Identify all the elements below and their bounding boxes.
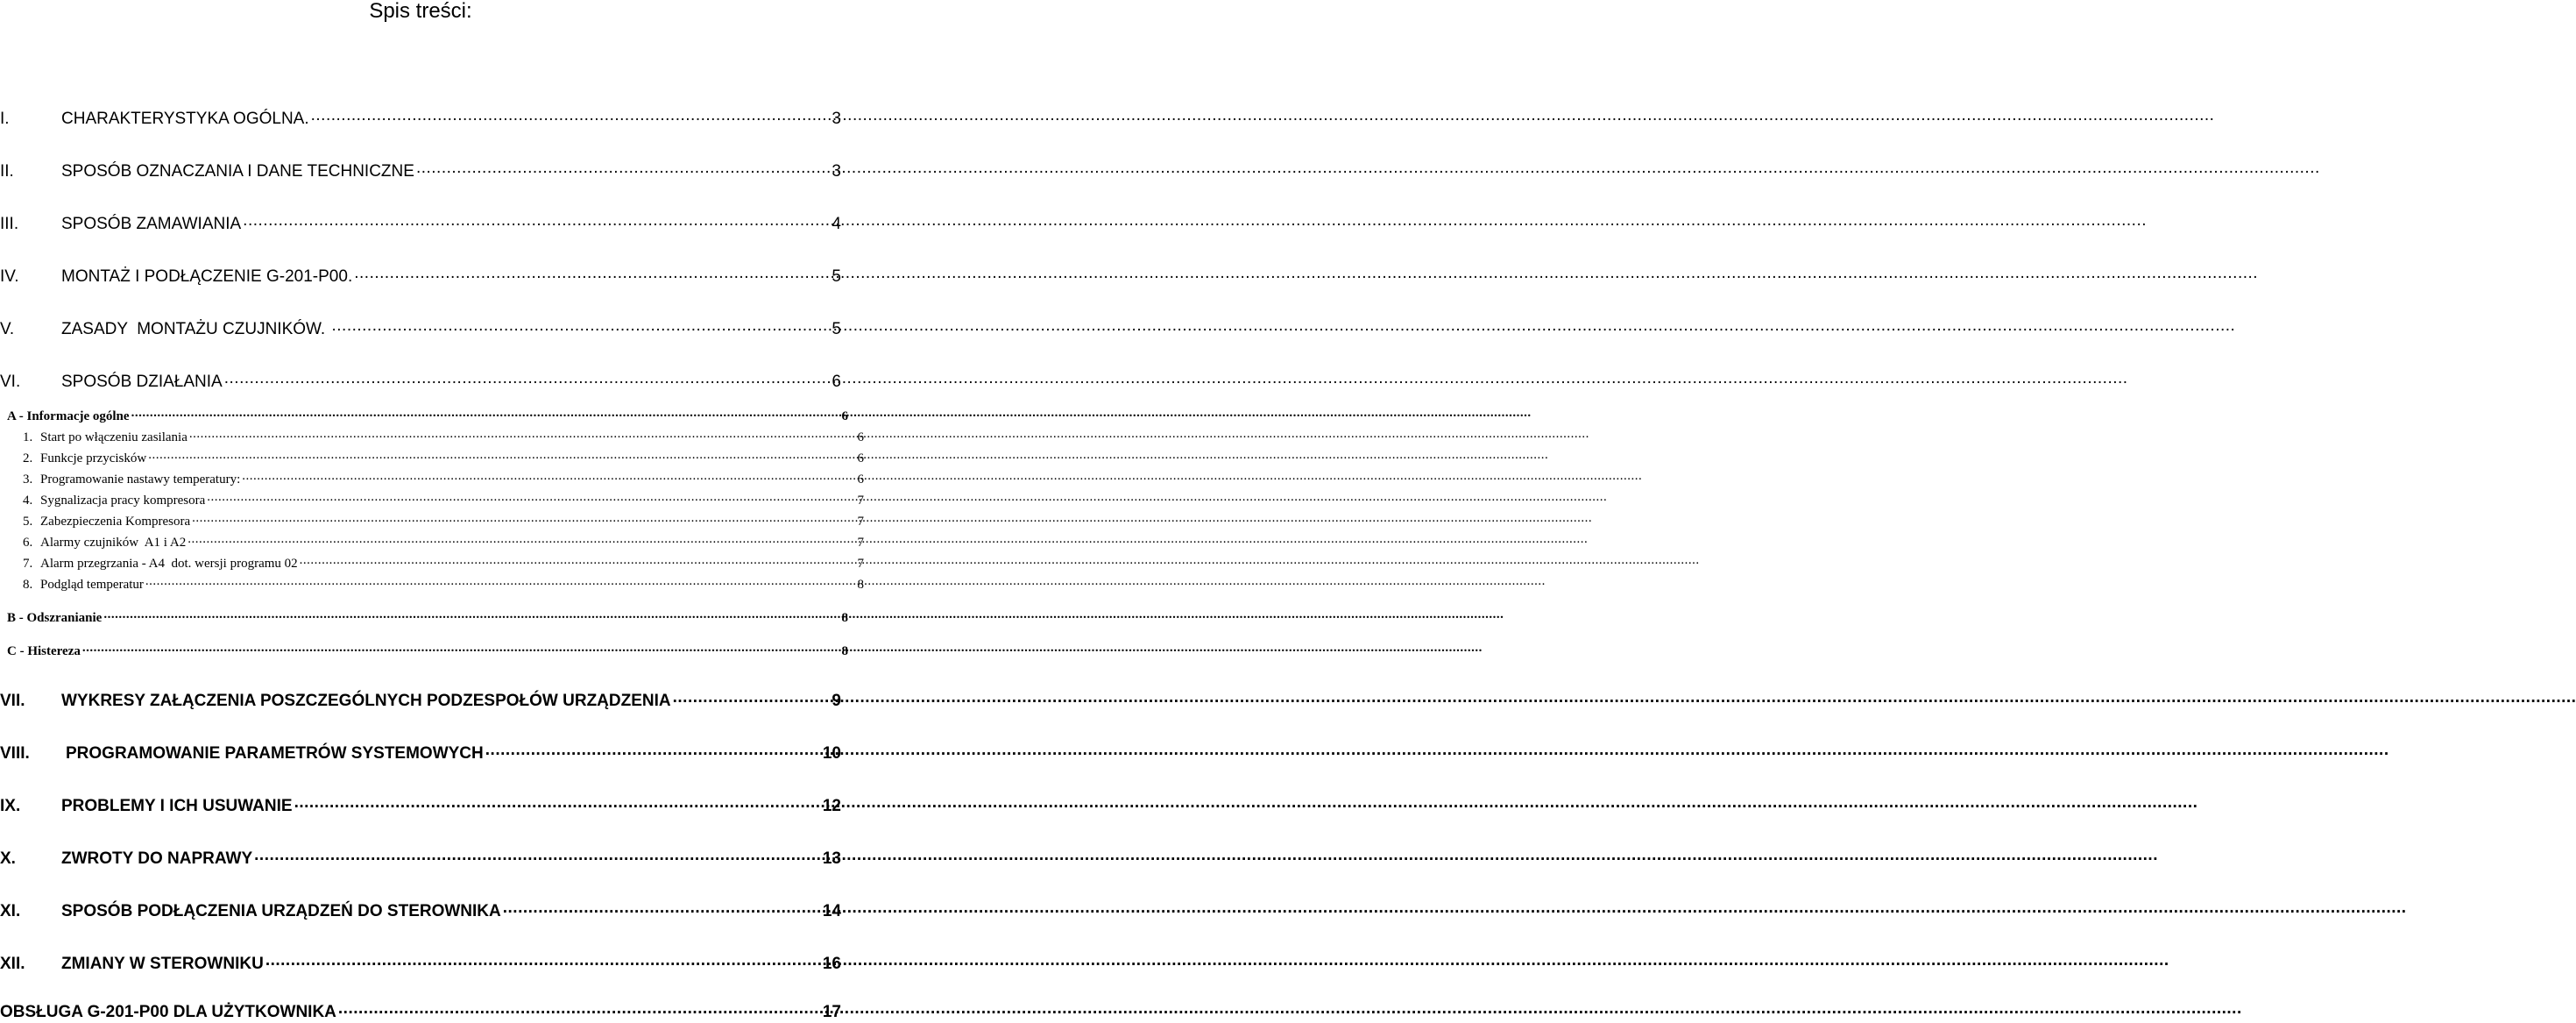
toc-entry-label: SPOSÓB DZIAŁANIA [61, 373, 223, 391]
dot-leader [673, 689, 831, 706]
toc-entry-label: C - Histereza [7, 644, 81, 658]
dot-leader [148, 449, 855, 462]
dot-leader [503, 899, 821, 916]
dot-leader [354, 265, 830, 281]
toc-entry-page: 9 [832, 692, 841, 710]
dot-leader [265, 952, 821, 969]
toc-entry-page: 6 [857, 430, 864, 444]
toc-entry-section-8[interactable] [0, 742, 841, 763]
document-page [0, 0, 864, 1022]
toc-entry-number: III. [0, 215, 19, 233]
toc-entry-section-6[interactable] [0, 370, 841, 391]
toc-entry-section-3[interactable] [0, 212, 841, 233]
toc-entry-subsection-a[interactable] [0, 407, 848, 423]
toc-entry-number: I. [0, 110, 10, 128]
dot-leader [416, 160, 830, 176]
dot-leader [189, 428, 856, 441]
toc-entry-page: 7 [857, 536, 864, 550]
toc-entry-label: Alarm przegrzania - A4 dot. wersji programu 02 [40, 557, 298, 571]
dot-leader [82, 642, 840, 655]
dot-leader [311, 107, 831, 124]
toc-entry-label: PROBLEMY I ICH USUWANIE [61, 797, 293, 815]
toc-entry-page: 5 [832, 320, 841, 338]
toc-entry-label: SPOSÓB ZAMAWIANIA [61, 215, 242, 233]
dot-leader [207, 491, 855, 504]
toc-entry-label: A - Informacje ogólne [7, 409, 130, 423]
toc-entry-number: 2. [23, 451, 33, 465]
toc-entry-page: 10 [822, 744, 841, 763]
toc-entry-label: Alarmy czujników A1 i A2 [40, 536, 187, 550]
dot-leader [188, 533, 855, 546]
toc-entry-item-4[interactable] [0, 491, 864, 508]
toc-entry-section-10[interactable] [0, 847, 841, 868]
dot-leader [192, 512, 855, 525]
toc-entry-label: ZASADY MONTAŻU CZUJNIKÓW. [61, 320, 330, 338]
toc-entry-section-1[interactable] [0, 107, 841, 128]
dot-leader [242, 470, 855, 483]
toc-entry-number: 3. [23, 472, 33, 487]
toc-entry-page: 7 [857, 515, 864, 529]
toc-entry-section-9[interactable] [0, 794, 841, 815]
toc-entry-label: WYKRESY ZAŁĄCZENIA POSZCZEGÓLNYCH PODZESPOŁÓW URZĄDZENIA [61, 692, 671, 710]
toc-entry-number: V. [0, 320, 15, 338]
toc-entry-section-11[interactable] [0, 899, 841, 920]
toc-entry-item-3[interactable] [0, 470, 864, 487]
dot-leader [294, 794, 821, 811]
toc-entry-page: 14 [822, 902, 841, 920]
dot-leader [243, 212, 830, 229]
toc-entry-label: Zabezpieczenia Kompresora [40, 515, 191, 529]
toc-entry-page: 8 [841, 611, 848, 625]
toc-entry-number: X. [0, 849, 16, 868]
toc-entry-section-5[interactable] [0, 317, 841, 338]
dot-leader [103, 608, 839, 622]
toc-entry-number: IV. [0, 267, 19, 286]
toc-entry-page: 7 [857, 557, 864, 571]
toc-entry-label: Podgląd temperatur [40, 578, 144, 592]
toc-entry-page: 6 [841, 409, 848, 423]
toc-entry-label: B - Odszranianie [7, 611, 103, 625]
dot-leader [131, 407, 840, 420]
toc-entry-label: ZWROTY DO NAPRAWY [61, 849, 253, 868]
toc-entry-number: XI. [0, 902, 21, 920]
toc-entry-label: Start po włączeniu zasilania [40, 430, 188, 444]
toc-entry-item-5[interactable] [0, 512, 864, 529]
toc-entry-number: 1. [23, 430, 33, 444]
toc-entry-label: SPOSÓB OZNACZANIA I DANE TECHNICZNE [61, 162, 414, 181]
toc-entry-page: 6 [832, 373, 841, 391]
toc-entry-section-7[interactable] [0, 689, 841, 710]
toc-entry-page: 7 [857, 494, 864, 508]
toc-entry-label: PROGRAMOWANIE PARAMETRÓW SYSTEMOWYCH [66, 744, 484, 763]
toc-entry-page: 16 [822, 955, 841, 973]
toc-entry-item-6[interactable] [0, 533, 864, 550]
toc-entry-number: VI. [0, 373, 21, 391]
toc-entry-number: 5. [23, 515, 33, 529]
toc-entry-number: 4. [23, 494, 33, 508]
toc-entry-label: Programowanie nastawy temperatury: [40, 472, 241, 487]
toc-entry-subsection-c[interactable] [0, 642, 848, 658]
toc-entry-number: VIII. [0, 744, 30, 763]
toc-entry-section-2[interactable] [0, 160, 841, 181]
dot-leader [485, 742, 821, 758]
toc-entry-number: IX. [0, 797, 21, 815]
dot-leader [145, 575, 856, 588]
toc-entry-number: 8. [23, 578, 33, 592]
toc-entry-number: 6. [23, 536, 33, 550]
toc-entry-page: 6 [857, 472, 864, 487]
toc-title: Spis treści: [369, 0, 472, 23]
toc-entry-label: Funkcje przycisków [40, 451, 147, 465]
toc-entry-label: SPOSÓB PODŁĄCZENIA URZĄDZEŃ DO STEROWNIKA [61, 902, 501, 920]
toc-entry-page: 8 [857, 578, 864, 592]
toc-entry-item-2[interactable] [0, 449, 864, 465]
toc-entry-section-4[interactable] [0, 265, 841, 286]
toc-entry-subsection-b[interactable] [0, 608, 848, 625]
toc-entry-item-1[interactable] [0, 428, 864, 444]
toc-entry-label: MONTAŻ I PODŁĄCZENIE G-201-P00. [61, 267, 353, 286]
toc-entry-page: 17 [822, 1003, 841, 1021]
toc-entry-label: Sygnalizacja pracy kompresora [40, 494, 206, 508]
toc-entry-number: II. [0, 162, 14, 181]
toc-entry-page: 6 [857, 451, 864, 465]
toc-entry-page: 5 [832, 267, 841, 286]
toc-entry-page: 3 [832, 110, 841, 128]
toc-entry-page: 3 [832, 162, 841, 181]
dot-leader [300, 554, 856, 567]
toc-entry-label: OBSŁUGA G-201-P00 DLA UŻYTKOWNIKA [0, 1003, 336, 1021]
toc-entry-number: VII. [0, 692, 25, 710]
toc-entry-page: 8 [841, 644, 848, 658]
toc-entry-page: 4 [832, 215, 841, 233]
toc-entry-item-8[interactable] [0, 575, 864, 592]
dot-leader [338, 1000, 821, 1017]
toc-entry-page: 12 [822, 797, 841, 815]
toc-entry-item-7[interactable] [0, 554, 864, 571]
dot-leader [224, 370, 831, 387]
toc-entry-section-12[interactable] [0, 952, 841, 973]
toc-entry-user-guide[interactable] [0, 1000, 841, 1021]
toc-entry-label: CHARAKTERYSTYKA OGÓLNA. [61, 110, 309, 128]
dot-leader [254, 847, 821, 863]
toc-entry-page: 13 [822, 849, 841, 868]
toc-entry-label: ZMIANY W STEROWNIKU [61, 955, 264, 973]
dot-leader [331, 317, 830, 334]
toc-entry-number: 7. [23, 557, 33, 571]
toc-entry-number: XII. [0, 955, 25, 973]
